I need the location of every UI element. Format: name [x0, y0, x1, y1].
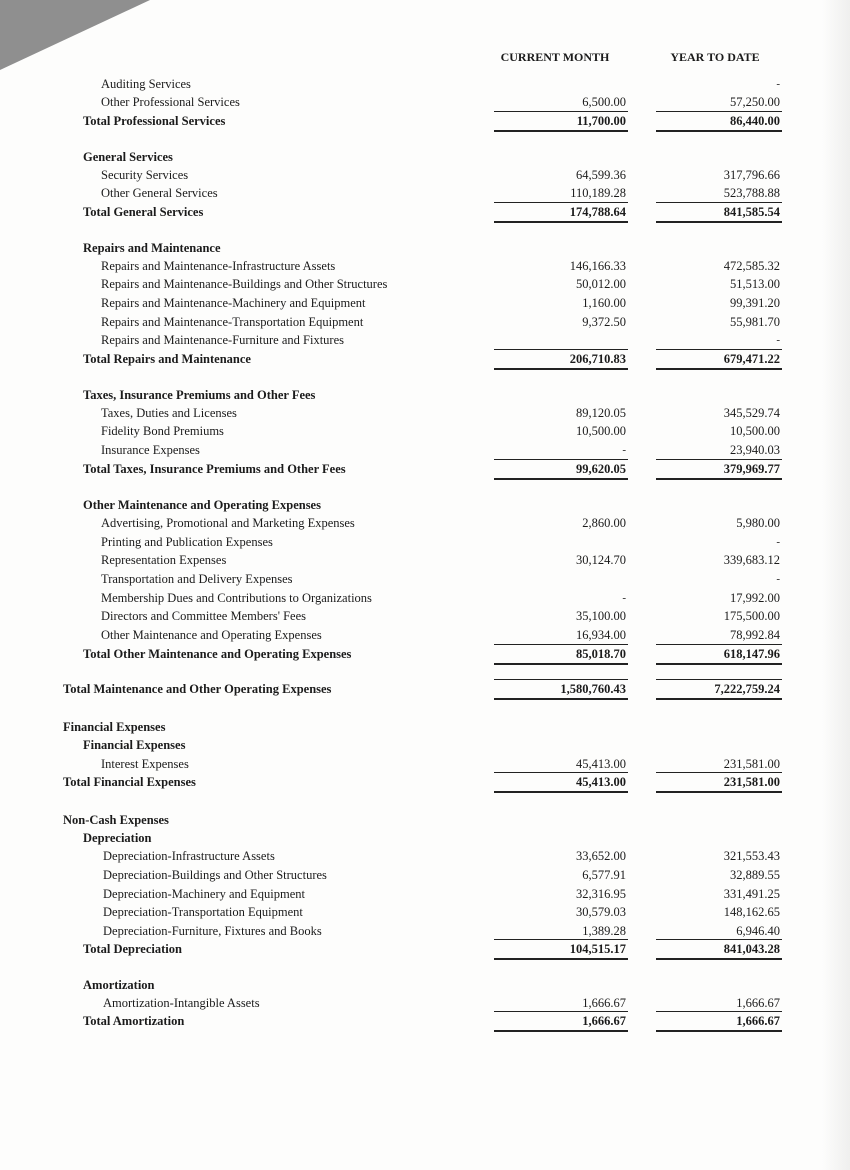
year-to-date-value: - — [776, 78, 780, 90]
row-label: Auditing Services — [101, 77, 191, 91]
current-month-value: 32,316.95 — [576, 887, 626, 901]
statement-line-row — [0, 313, 850, 331]
statement-total-or-heading-row — [0, 112, 850, 130]
current-month-value: 2,860.00 — [582, 516, 626, 530]
year-to-date-value: 841,585.54 — [723, 205, 780, 219]
statement-line-row — [0, 166, 850, 184]
statement-line-row — [0, 866, 850, 884]
year-to-date-value: 331,491.25 — [723, 887, 780, 901]
statement-line-row — [0, 903, 850, 921]
statement-line-row — [0, 607, 850, 625]
total-underline — [494, 1011, 628, 1012]
year-to-date-value: 57,250.00 — [730, 95, 780, 109]
row-label: Membership Dues and Contributions to Organizations — [101, 591, 372, 605]
row-label: Insurance Expenses — [101, 443, 200, 457]
statement-total-or-heading-row — [0, 350, 850, 368]
statement-line-row — [0, 570, 850, 588]
year-to-date-value: 55,981.70 — [730, 315, 780, 329]
statement-line-row — [0, 422, 850, 440]
year-to-date-value: 10,500.00 — [730, 424, 780, 438]
statement-line-row — [0, 404, 850, 422]
statement-line-row — [0, 847, 850, 865]
current-month-value: 110,189.28 — [570, 186, 626, 200]
total-underline — [494, 478, 628, 480]
statement-total-or-heading-row — [0, 460, 850, 478]
statement-total-or-heading-row — [0, 148, 850, 166]
current-month-value: 85,018.70 — [576, 647, 626, 661]
statement-total-or-heading-row — [0, 773, 850, 791]
current-month-value: 9,372.50 — [582, 315, 626, 329]
row-label: Directors and Committee Members' Fees — [101, 609, 306, 623]
total-underline — [656, 349, 782, 350]
total-underline — [494, 958, 628, 960]
row-label: Total Repairs and Maintenance — [83, 352, 251, 366]
year-to-date-value: 523,788.88 — [723, 186, 780, 200]
current-month-value: - — [622, 444, 626, 456]
row-label: Depreciation-Transportation Equipment — [103, 905, 303, 919]
total-underline — [656, 368, 782, 370]
total-underline — [656, 958, 782, 960]
current-month-value: 10,500.00 — [576, 424, 626, 438]
year-to-date-value: 841,043.28 — [723, 942, 780, 956]
row-label: Taxes, Duties and Licenses — [101, 406, 237, 420]
current-month-value: 1,580,760.43 — [560, 682, 626, 696]
row-label: Total Maintenance and Other Operating Expenses — [63, 682, 332, 696]
row-label: Total Professional Services — [83, 114, 226, 128]
statement-line-row — [0, 626, 850, 644]
row-label: Other Maintenance and Operating Expenses — [101, 628, 322, 642]
row-label: Transportation and Delivery Expenses — [101, 572, 293, 586]
row-label: Depreciation-Furniture, Fixtures and Books — [103, 924, 322, 938]
header-year-to-date: YEAR TO DATE — [670, 50, 760, 64]
total-underline — [656, 130, 782, 132]
current-month-value: 174,788.64 — [569, 205, 626, 219]
statement-line-row — [0, 551, 850, 569]
year-to-date-value: 472,585.32 — [723, 259, 780, 273]
statement-total-or-heading-row — [0, 386, 850, 404]
row-label: Repairs and Maintenance-Machinery and Equipment — [101, 296, 366, 310]
row-label: Amortization-Intangible Assets — [103, 996, 260, 1010]
total-underline — [494, 663, 628, 665]
row-label: Depreciation-Infrastructure Assets — [103, 849, 275, 863]
current-month-value: 64,599.36 — [576, 168, 626, 182]
year-to-date-value: 317,796.66 — [723, 168, 780, 182]
total-underline — [656, 679, 782, 680]
row-label: Repairs and Maintenance-Furniture and Fixtures — [101, 333, 344, 347]
year-to-date-value: 32,889.55 — [730, 868, 780, 882]
row-label: Other Maintenance and Operating Expenses — [83, 498, 321, 512]
year-to-date-value: - — [776, 536, 780, 548]
statement-line-row — [0, 93, 850, 111]
year-to-date-value: 99,391.20 — [730, 296, 780, 310]
year-to-date-value: 321,553.43 — [723, 849, 780, 863]
year-to-date-value: 51,513.00 — [730, 277, 780, 291]
row-label: Repairs and Maintenance-Transportation Equipment — [101, 315, 364, 329]
row-label: Financial Expenses — [63, 720, 166, 734]
statement-line-row — [0, 184, 850, 202]
current-month-value: 45,413.00 — [576, 757, 626, 771]
current-month-value: - — [622, 592, 626, 604]
current-month-value: 206,710.83 — [569, 352, 626, 366]
row-label: Interest Expenses — [101, 757, 189, 771]
statement-line-row — [0, 994, 850, 1012]
statement-line-row — [0, 922, 850, 940]
total-underline — [494, 202, 628, 203]
year-to-date-value: 1,666.67 — [736, 1014, 780, 1028]
total-underline — [494, 221, 628, 223]
statement-total-or-heading-row — [0, 811, 850, 829]
current-month-value: 11,700.00 — [576, 114, 626, 128]
statement-total-or-heading-row — [0, 496, 850, 514]
current-month-value: 6,577.91 — [582, 868, 626, 882]
row-label: Total Other Maintenance and Operating Expenses — [83, 647, 352, 661]
current-month-value: 1,666.67 — [582, 1014, 626, 1028]
total-underline — [656, 1011, 782, 1012]
statement-line-row — [0, 257, 850, 275]
row-label: Representation Expenses — [101, 553, 227, 567]
year-to-date-value: 339,683.12 — [723, 553, 780, 567]
current-month-value: 6,500.00 — [582, 95, 626, 109]
row-label: Other Professional Services — [101, 95, 240, 109]
statement-total-or-heading-row — [0, 829, 850, 847]
year-to-date-value: 345,529.74 — [723, 406, 780, 420]
year-to-date-value: 6,946.40 — [736, 924, 780, 938]
total-underline — [656, 939, 782, 940]
statement-line-row — [0, 441, 850, 459]
row-label: Security Services — [101, 168, 189, 182]
header-current-month: CURRENT MONTH — [500, 50, 610, 64]
statement-total-or-heading-row — [0, 239, 850, 257]
current-month-value: 16,934.00 — [576, 628, 626, 642]
row-label: Fidelity Bond Premiums — [101, 424, 224, 438]
year-to-date-value: 148,162.65 — [723, 905, 780, 919]
row-label: Printing and Publication Expenses — [101, 535, 273, 549]
row-label: Total Taxes, Insurance Premiums and Other Fees — [83, 462, 346, 476]
year-to-date-value: 679,471.22 — [723, 352, 780, 366]
row-label: Total Financial Expenses — [63, 775, 196, 789]
row-label: Depreciation-Buildings and Other Structures — [103, 868, 327, 882]
current-month-value: 30,124.70 — [576, 553, 626, 567]
current-month-value: 104,515.17 — [569, 942, 626, 956]
total-underline — [494, 349, 628, 350]
current-month-value: 146,166.33 — [569, 259, 626, 273]
row-label: Depreciation-Machinery and Equipment — [103, 887, 306, 901]
row-label: Total Depreciation — [83, 942, 182, 956]
total-underline — [494, 644, 628, 645]
total-underline — [656, 644, 782, 645]
statement-total-or-heading-row — [0, 718, 850, 736]
total-underline — [656, 478, 782, 480]
statement-line-row — [0, 885, 850, 903]
current-month-value: 35,100.00 — [576, 609, 626, 623]
current-month-value: 33,652.00 — [576, 849, 626, 863]
year-to-date-value: 78,992.84 — [730, 628, 780, 642]
current-month-value: 89,120.05 — [576, 406, 626, 420]
year-to-date-value: 618,147.96 — [723, 647, 780, 661]
total-underline — [656, 791, 782, 793]
total-underline — [656, 202, 782, 203]
row-label: Financial Expenses — [83, 738, 186, 752]
total-underline — [494, 1030, 628, 1032]
year-to-date-value: 379,969.77 — [723, 462, 780, 476]
statement-total-or-heading-row — [0, 976, 850, 994]
statement-total-or-heading-row — [0, 940, 850, 958]
folded-page-corner — [0, 0, 150, 70]
row-label: Total General Services — [83, 205, 204, 219]
statement-line-row — [0, 589, 850, 607]
row-label: Non-Cash Expenses — [63, 813, 169, 827]
row-label: Repairs and Maintenance — [83, 241, 221, 255]
statement-line-row — [0, 514, 850, 532]
current-month-value: 1,160.00 — [582, 296, 626, 310]
statement-total-or-heading-row — [0, 680, 850, 698]
statement-line-row — [0, 331, 850, 349]
year-to-date-value: 23,940.03 — [730, 443, 780, 457]
row-label: Total Amortization — [83, 1014, 185, 1028]
total-underline — [494, 679, 628, 680]
year-to-date-value: 86,440.00 — [730, 114, 780, 128]
total-underline — [494, 772, 628, 773]
current-month-value: 50,012.00 — [576, 277, 626, 291]
year-to-date-value: 231,581.00 — [723, 757, 780, 771]
statement-line-row — [0, 75, 850, 93]
year-to-date-value: - — [776, 334, 780, 346]
row-label: Repairs and Maintenance-Buildings and Other Structures — [101, 277, 388, 291]
statement-total-or-heading-row — [0, 736, 850, 754]
statement-total-or-heading-row — [0, 1012, 850, 1030]
total-underline — [656, 772, 782, 773]
current-month-value: 99,620.05 — [576, 462, 626, 476]
statement-line-row — [0, 755, 850, 773]
row-label: Depreciation — [83, 831, 152, 845]
total-underline — [656, 459, 782, 460]
total-underline — [656, 221, 782, 223]
total-underline — [494, 111, 628, 112]
statement-line-row — [0, 294, 850, 312]
year-to-date-value: 175,500.00 — [723, 609, 780, 623]
statement-total-or-heading-row — [0, 645, 850, 663]
total-underline — [656, 698, 782, 700]
row-label: General Services — [83, 150, 173, 164]
row-label: Repairs and Maintenance-Infrastructure Assets — [101, 259, 336, 273]
current-month-value: 1,389.28 — [582, 924, 626, 938]
total-underline — [494, 368, 628, 370]
year-to-date-value: - — [776, 573, 780, 585]
total-underline — [656, 1030, 782, 1032]
total-underline — [656, 111, 782, 112]
row-label: Advertising, Promotional and Marketing Expenses — [101, 516, 355, 530]
current-month-value: 1,666.67 — [582, 996, 626, 1010]
statement-total-or-heading-row — [0, 203, 850, 221]
total-underline — [494, 791, 628, 793]
year-to-date-value: 5,980.00 — [736, 516, 780, 530]
year-to-date-value: 17,992.00 — [730, 591, 780, 605]
row-label: Other General Services — [101, 186, 218, 200]
year-to-date-value: 231,581.00 — [723, 775, 780, 789]
current-month-value: 30,579.03 — [576, 905, 626, 919]
statement-line-row — [0, 275, 850, 293]
row-label: Taxes, Insurance Premiums and Other Fees — [83, 388, 316, 402]
total-underline — [494, 130, 628, 132]
statement-line-row — [0, 533, 850, 551]
total-underline — [494, 939, 628, 940]
year-to-date-value: 7,222,759.24 — [714, 682, 780, 696]
total-underline — [656, 663, 782, 665]
total-underline — [494, 459, 628, 460]
row-label: Amortization — [83, 978, 155, 992]
year-to-date-value: 1,666.67 — [736, 996, 780, 1010]
current-month-value: 45,413.00 — [576, 775, 626, 789]
total-underline — [494, 698, 628, 700]
